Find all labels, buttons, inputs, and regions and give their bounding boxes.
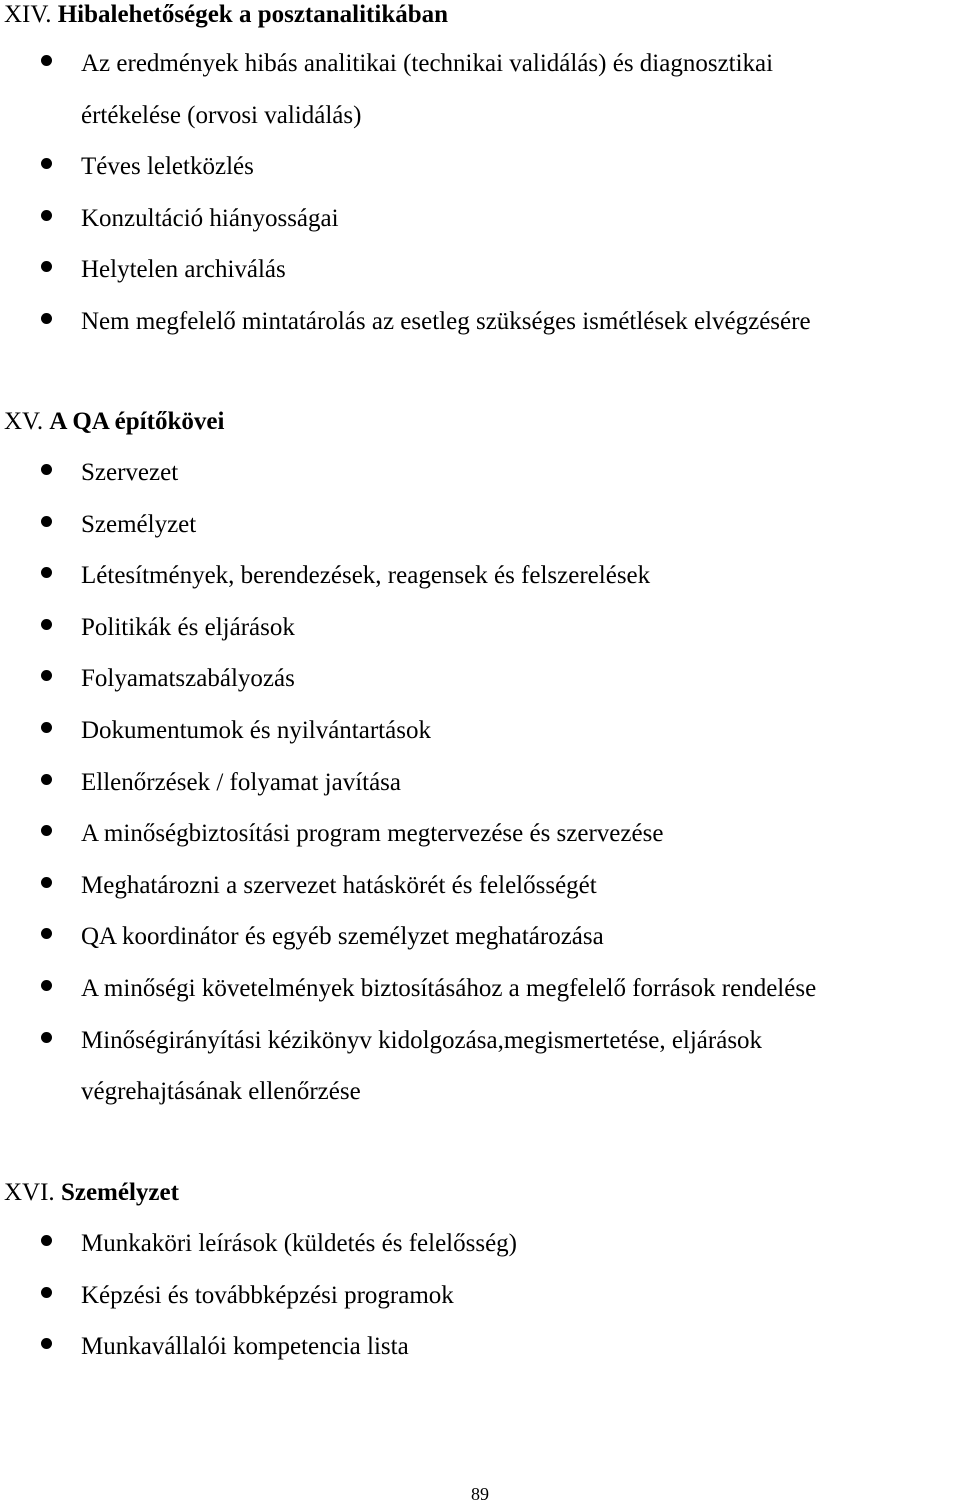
list-item-text: Munkaköri leírások (küldetés és felelősség) <box>81 1230 517 1257</box>
bullet-list <box>0 38 960 348</box>
section-number: XVI. <box>4 1179 55 1206</box>
list-item-text: Képzési és továbbképzési programok <box>81 1281 454 1309</box>
list-item-text: végrehajtásának ellenőrzése <box>81 1078 361 1106</box>
section-title: Hibalehetőségek a posztanalitikában <box>57 1 449 28</box>
list-item-text: Meghatározni a szervezet hatáskörét és felelősségét <box>81 871 597 899</box>
list-item <box>0 808 960 860</box>
list-item-text: Téves leletközlés <box>81 153 254 181</box>
list-item-text: Dokumentumok és nyilvántartások <box>81 716 431 744</box>
list-item-text: Minőségirányítási kézikönyv kidolgozása,megismertetése, eljárások <box>81 1026 763 1054</box>
list-item <box>0 193 960 245</box>
list-item <box>0 911 960 963</box>
list-item-text: Munkavállalói kompetencia lista <box>81 1333 409 1361</box>
section-heading <box>4 407 224 437</box>
list-item <box>0 963 960 1015</box>
list-item-text: A minőségi követelmények biztosításához a megfelelő források rendelése <box>81 974 817 1002</box>
list-item-text: Nem megfelelő mintatárolás az esetleg szükséges ismétlések elvégzésére <box>81 307 811 335</box>
list-item <box>0 1015 960 1118</box>
list-item <box>0 705 960 757</box>
list-item-text: Szervezet <box>81 459 179 486</box>
list-item-text: Személyzet <box>81 510 197 538</box>
section-number: XV. <box>4 408 44 435</box>
list-item <box>0 757 960 809</box>
list-item <box>0 296 960 348</box>
list-item-text: QA koordinátor és egyéb személyzet meghatározása <box>81 923 604 951</box>
bullet-icon <box>41 619 52 630</box>
bullet-icon <box>41 877 52 888</box>
section-heading <box>4 0 448 30</box>
bullet-icon <box>41 1287 52 1298</box>
list-item <box>0 38 960 141</box>
list-item <box>0 1270 960 1322</box>
list-item-text: Az eredmények hibás analitikai (technikai validálás) és diagnosztikai <box>81 50 774 77</box>
list-item-text: Létesítmények, berendezések, reagensek és felszerelések <box>81 562 651 590</box>
list-item-text: Helytelen archiválás <box>81 256 286 284</box>
bullet-icon <box>41 210 52 221</box>
bullet-icon <box>41 516 52 527</box>
bullet-list <box>0 1218 960 1373</box>
list-item-text: értékelése (orvosi validálás) <box>81 101 362 129</box>
list-item <box>0 499 960 551</box>
list-item <box>0 447 960 499</box>
page-number: 89 <box>471 1484 489 1504</box>
list-item-text: Konzultáció hiányosságai <box>81 204 339 232</box>
section-title: A QA építőkövei <box>49 408 225 435</box>
bullet-icon <box>41 55 52 66</box>
bullet-icon <box>41 1235 52 1246</box>
section-number: XIV. <box>4 1 52 28</box>
list-item <box>0 860 960 912</box>
list-item <box>0 602 960 654</box>
bullet-list <box>0 447 960 1118</box>
list-item <box>0 244 960 296</box>
list-item-text: Ellenőrzések / folyamat javítása <box>81 768 402 796</box>
list-item-text: A minőségbiztosítási program megtervezése és szervezése <box>81 820 664 848</box>
list-item <box>0 141 960 193</box>
list-item <box>0 1321 960 1373</box>
bullet-icon <box>41 567 52 578</box>
bullet-icon <box>41 158 52 169</box>
bullet-icon <box>41 464 52 475</box>
list-item <box>0 1218 960 1270</box>
bullet-icon <box>41 928 52 939</box>
bullet-icon <box>41 774 52 785</box>
bullet-icon <box>41 825 52 836</box>
list-item <box>0 550 960 602</box>
bullet-icon <box>41 1032 52 1043</box>
list-item-text: Folyamatszabályozás <box>81 665 295 693</box>
section-title: Személyzet <box>60 1179 179 1206</box>
bullet-icon <box>41 261 52 272</box>
list-item <box>0 653 960 705</box>
bullet-icon <box>41 670 52 681</box>
bullet-icon <box>41 1338 52 1349</box>
section-heading <box>4 1178 179 1208</box>
list-item-text: Politikák és eljárások <box>81 613 295 641</box>
bullet-icon <box>41 980 52 991</box>
bullet-icon <box>41 722 52 733</box>
bullet-icon <box>41 313 52 324</box>
